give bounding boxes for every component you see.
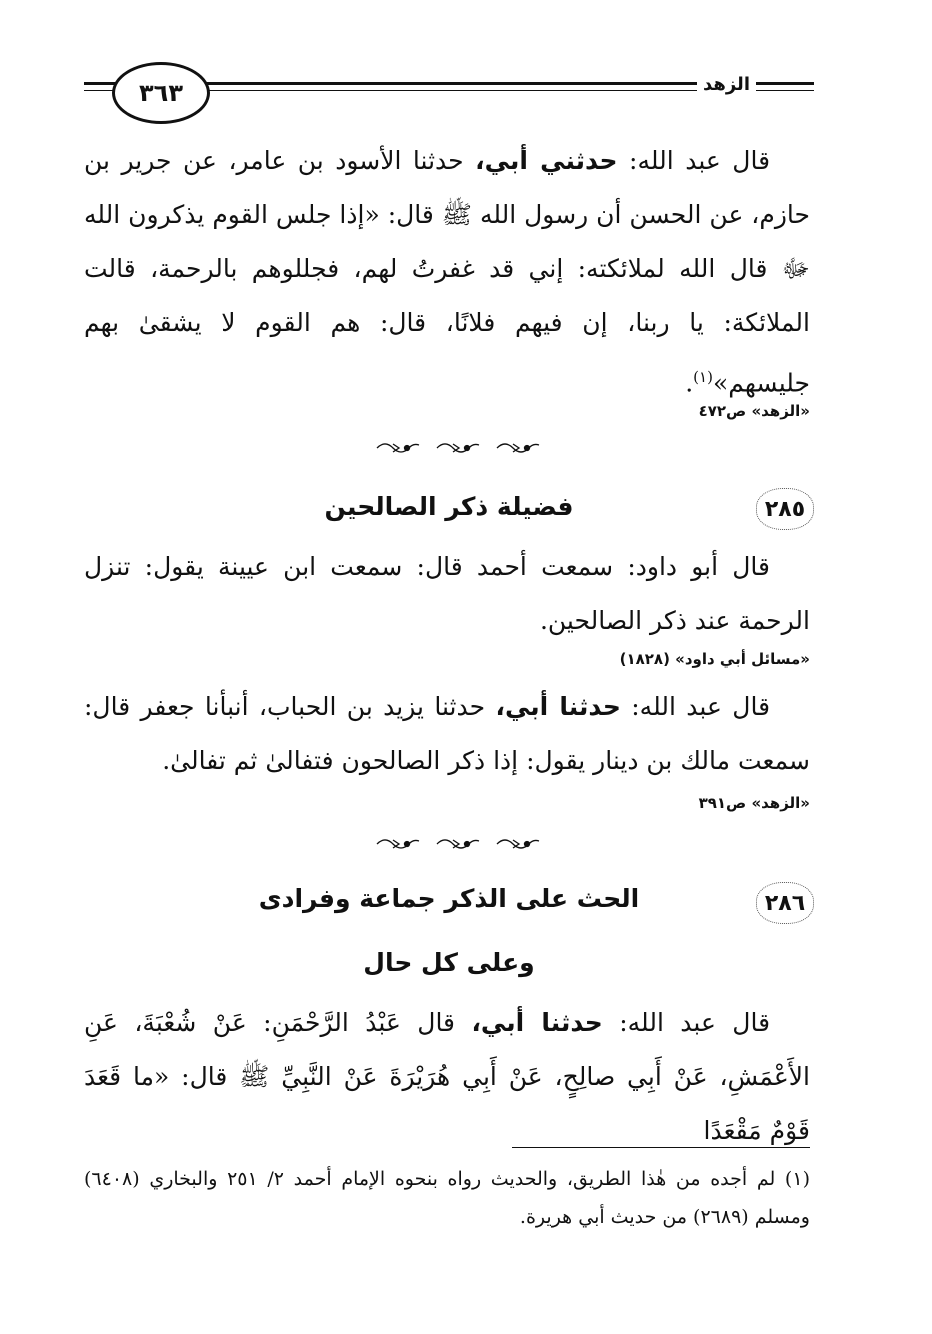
section-285-heading [84, 488, 814, 532]
section-title: فضيلة ذكر الصالحين [324, 492, 574, 521]
source-citation: «مسائل أبي داود» (١٨٢٨) [619, 650, 810, 668]
paragraph: قال عبد الله: حدثني أبي، حدثنا الأسود بن عامر، عن جرير بن حازم، عن الحسن أن رسول الله ﷺ قال: «إذا جلس القوم يذكرون الله ﷻ قال الله لملائكته: إني قد غفرتُ لهم، فجللوهم بالرحمة، قالت الملائكة: يا ربنا، إن فيهم فلانًا، قال: هم القوم لا يشقىٰ بهم جليسهم»$^{(١)}$. [83, 146, 810, 398]
section-285-paragraph-1 [84, 540, 810, 648]
paragraph-body: حدثنا يزيد بن الحباب، أنبأنا جعفر قال: سمعت مالك بن دينار يقول: إذا ذكر الصالحون فتفالىٰ ثم تفالىٰ. [84, 692, 810, 775]
paragraph-body: حدثنا الأسود بن عامر، عن جرير بن حازم، عن الحسن أن رسول الله ﷺ قال: «إذا جلس القوم يذكرون الله ﷻ قال الله لملائكته: إني قد غفرتُ لهم، فجللوهم بالرحمة، قالت الملائكة: يا ربنا، إن فيهم فلانًا، قال: هم القوم لا يشقىٰ بهم جليسهم» [83, 146, 810, 398]
page-number: ٣٦٣ [112, 62, 210, 124]
source-citation: «الزهد» ص٣٩١ [698, 794, 810, 812]
entry-284-text [84, 134, 810, 410]
paragraph-body: قال عَبْدُ الرَّحْمَنِ: عَنْ شُعْبَةَ، عَنِ الأَعْمَشِ، عَنْ أَبِي صالِحٍ، عَنْ أَبِي هُرَيْرَةَ عَنْ النَّبِيِّ ﷺ قال: «ما قَعَدَ قَوْمٌ مَقْعَدًا [84, 1008, 810, 1145]
section-285-paragraph-2 [84, 680, 810, 788]
source-citation: «الزهد» ص٤٧٢ [698, 402, 810, 420]
paragraph: قال أبو داود: سمعت أحمد قال: سمعت ابن عيينة يقول: تنزل الرحمة عند ذكر الصالحين. [84, 552, 810, 635]
section-286-heading [84, 882, 814, 982]
page-header [84, 62, 814, 122]
section-286-paragraph [84, 996, 810, 1158]
divider-ornament [0, 438, 932, 462]
narrator-chain: حدثنا أبي، [495, 692, 621, 721]
paragraph [84, 996, 810, 1158]
section-title-line-1: الحث على الذكر جماعة وفرادى [258, 884, 640, 913]
narrator-intro: قال عبد الله: [619, 1008, 771, 1037]
divider-ornament [0, 834, 932, 858]
paragraph [84, 680, 810, 788]
footnote-separator [512, 1147, 810, 1148]
narrator-chain: حدثني أبي، [475, 146, 618, 175]
section-number: ٢٨٦ [756, 882, 814, 924]
narrator-chain: حدثنا أبي، [471, 1008, 603, 1037]
section-number: ٢٨٥ [756, 488, 814, 530]
footnote: (١) لم أجده من هٰذا الطريق، والحديث رواه بنحوه الإمام أحمد ٢/ ٢٥١ والبخاري (٦٤٠٨) ومسلم (٢٦٨٩) من حديث أبي هريرة. [84, 1168, 810, 1228]
narrator-intro: قال عبد الله: [631, 692, 771, 721]
section-title-line-2: وعلى كل حال [363, 948, 535, 977]
footnote-marker: (١) [693, 368, 713, 386]
narrator-intro: قال عبد الله: [629, 146, 771, 175]
running-title: الزهد [697, 74, 756, 95]
